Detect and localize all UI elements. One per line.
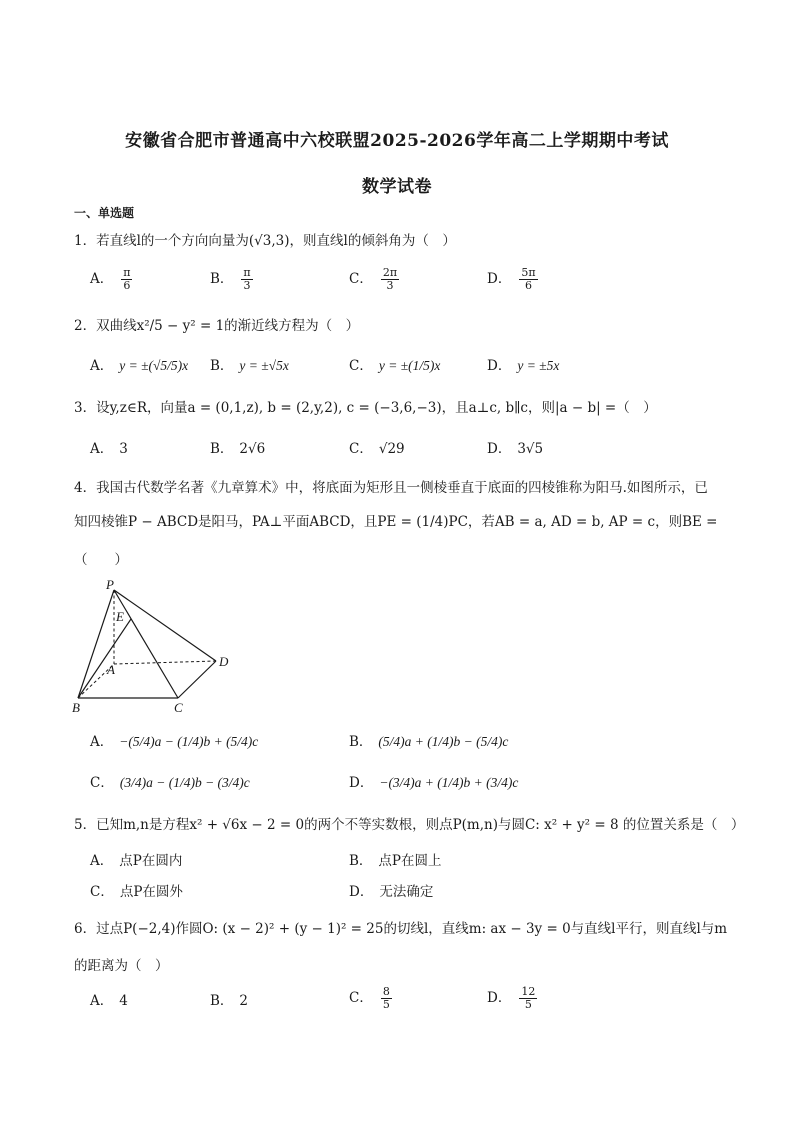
option-text: y = ±(√5/5)x xyxy=(119,358,189,373)
question-6-stem-line1: 6．过点P(−2,4)作圆O: (x − 2)² + (y − 1)² = 25的切线l，直线m: ax − 3y = 0与直线l平行，则直线l与m xyxy=(74,921,728,937)
question-3-option-b[interactable] xyxy=(210,439,265,459)
exam-title-line1: 安徽省合肥市普通高中六校联盟2025-2026学年高二上学期期中考试 xyxy=(125,131,669,151)
vertex-label-d: D xyxy=(219,654,229,669)
question-6-option-d[interactable] xyxy=(487,986,539,1011)
question-4-stem-line2: 知四棱锥P − ABCD是阳马，PA⊥平面ABCD，且PE = (1/4)PC，若AB = a, AD = b, AP = c，则BE = xyxy=(74,514,718,530)
option-fraction: $\frac{5\pi}{6}$ xyxy=(521,266,536,292)
option-letter: C． xyxy=(90,775,114,791)
edge-cd xyxy=(178,661,216,698)
exam-title-line2: 数学试卷 xyxy=(362,177,432,197)
option-letter: D． xyxy=(487,271,512,287)
point-label-e: E xyxy=(116,609,124,624)
edge-pb xyxy=(78,590,114,698)
question-4-stem-line1: 4．我国古代数学名著《九章算术》中，将底面为矩形且一侧棱垂直于底面的四棱锥称为阳马.如图所示，已 xyxy=(74,480,708,496)
question-2-option-b[interactable] xyxy=(210,356,289,376)
edge-pc xyxy=(114,590,178,698)
option-fraction: $\frac{12}{5}$ xyxy=(521,985,536,1011)
edge-ad-hidden xyxy=(114,661,216,664)
option-text: √29 xyxy=(378,441,405,457)
option-text: 2√6 xyxy=(239,441,266,457)
option-letter: D． xyxy=(349,775,374,791)
vertex-label-a: A xyxy=(107,662,115,677)
question-2-option-a[interactable] xyxy=(90,356,188,376)
option-text: 3 xyxy=(119,441,128,457)
question-2-option-c[interactable] xyxy=(349,356,440,376)
question-5-option-c[interactable] xyxy=(90,882,183,902)
question-3-option-a[interactable] xyxy=(90,439,128,459)
question-4-option-b[interactable] xyxy=(349,732,508,752)
segment-be xyxy=(78,619,131,698)
question-3-option-d[interactable] xyxy=(487,439,543,459)
question-5-option-b[interactable] xyxy=(349,851,442,871)
option-text: 点P在圆外 xyxy=(119,884,183,900)
option-text: (3/4)a − (1/4)b − (3/4)c xyxy=(119,775,250,790)
option-text: (5/4)a + (1/4)b − (5/4)c xyxy=(378,734,509,749)
question-1-option-c[interactable] xyxy=(349,267,401,292)
option-text: 3√5 xyxy=(517,441,544,457)
option-letter: B． xyxy=(210,441,234,457)
option-letter: A． xyxy=(90,734,114,750)
question-6-option-c[interactable] xyxy=(349,986,394,1011)
option-letter: C． xyxy=(349,358,373,374)
question-5-option-a[interactable] xyxy=(90,851,182,871)
option-text: 点P在圆内 xyxy=(119,853,183,869)
question-4-option-a[interactable] xyxy=(90,732,258,752)
option-text: 2 xyxy=(239,993,249,1009)
option-letter: A． xyxy=(90,993,114,1009)
option-fraction: $\frac{\pi}{3}$ xyxy=(243,266,251,292)
option-letter: D． xyxy=(487,358,512,374)
option-fraction: $\frac{8}{5}$ xyxy=(382,985,390,1011)
question-5-stem: 5．已知m,n是方程x² + √6x − 2 = 0的两个不等实数根，则点P(m,n)与圆C: x² + y² = 8 的位置关系是（ ） xyxy=(74,817,745,833)
question-5-option-d[interactable] xyxy=(349,882,433,902)
pyramid-diagram xyxy=(70,578,250,716)
section-heading: 一、单选题 xyxy=(74,206,135,220)
option-text: 4 xyxy=(119,993,128,1009)
option-text: 点P在圆上 xyxy=(378,853,442,869)
question-1-option-b[interactable] xyxy=(210,267,255,292)
question-4-option-d[interactable] xyxy=(349,773,518,793)
option-letter: B． xyxy=(210,271,234,287)
option-letter: B． xyxy=(349,734,373,750)
option-letter: A． xyxy=(90,853,114,869)
option-text: y = ±√5x xyxy=(239,358,289,373)
option-text: −(5/4)a − (1/4)b + (5/4)c xyxy=(119,734,259,749)
option-letter: A． xyxy=(90,358,114,374)
option-text: y = ±5x xyxy=(517,358,560,373)
option-letter: C． xyxy=(349,271,373,287)
option-letter: D． xyxy=(487,990,512,1006)
pyramid-figure xyxy=(70,578,250,720)
option-letter: B． xyxy=(210,993,234,1009)
option-text: y = ±(1/5)x xyxy=(378,358,441,373)
question-6-stem-line2: 的距离为（ ） xyxy=(74,958,169,974)
vertex-label-b: B xyxy=(72,700,80,715)
option-letter: C． xyxy=(90,884,114,900)
option-fraction: $\frac{2\pi}{3}$ xyxy=(382,266,398,292)
question-3-stem: 3．设y,z∈R，向量a = (0,1,z), b = (2,y,2), c = (−3,6,−3)，且a⊥c, b∥c，则|a − b| =（ ） xyxy=(74,400,657,416)
option-letter: B． xyxy=(210,358,234,374)
question-1-option-d[interactable] xyxy=(487,267,540,292)
option-letter: C． xyxy=(349,441,373,457)
option-letter: D． xyxy=(487,441,512,457)
option-letter: A． xyxy=(90,441,114,457)
option-text: 无法确定 xyxy=(379,884,434,900)
vertex-label-p: P xyxy=(106,578,114,592)
question-3-option-c[interactable] xyxy=(349,439,405,459)
option-fraction: $\frac{\pi}{6}$ xyxy=(123,266,131,292)
question-4-stem-line3: （ ） xyxy=(74,552,128,568)
option-letter: C． xyxy=(349,990,373,1006)
question-6-option-b[interactable] xyxy=(210,991,248,1011)
question-1-option-a[interactable] xyxy=(90,267,134,292)
question-4-option-c[interactable] xyxy=(90,773,250,793)
option-text: −(3/4)a + (1/4)b + (3/4)c xyxy=(379,775,519,790)
option-letter: B． xyxy=(349,853,373,869)
edge-pd xyxy=(114,590,216,661)
question-2-stem: 2．双曲线x²/5 − y² = 1的渐近线方程为（ ） xyxy=(74,318,360,334)
question-2-option-d[interactable] xyxy=(487,356,559,376)
option-letter: A． xyxy=(90,271,114,287)
vertex-label-c: C xyxy=(174,700,183,715)
question-6-option-a[interactable] xyxy=(90,991,128,1011)
option-letter: D． xyxy=(349,884,374,900)
question-1-stem: 1．若直线l的一个方向向量为(√3,3)，则直线l的倾斜角为（ ） xyxy=(74,233,456,249)
